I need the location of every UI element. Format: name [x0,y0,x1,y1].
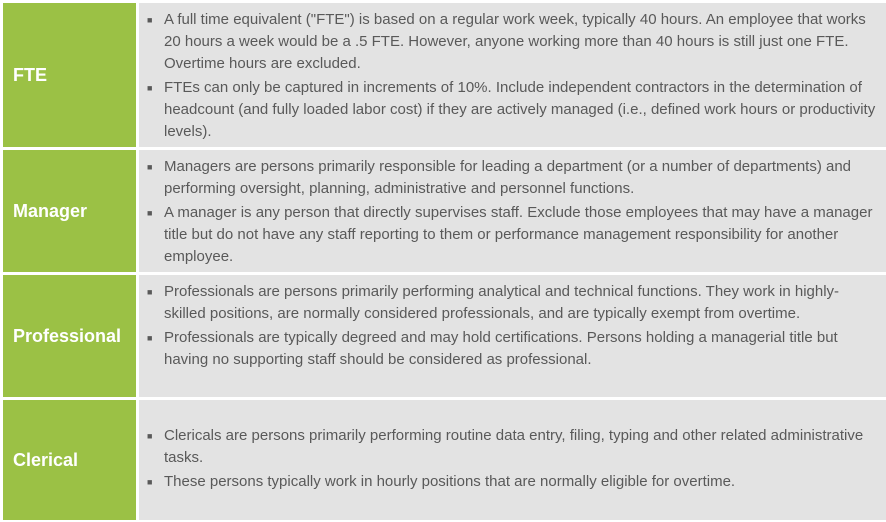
list-item [147,425,878,469]
bullet-text: FTEs can only be captured in increments of 10%. Include independent contractors in the determination of headcount (and fully loaded labor cost) if they are actively managed (i.e., defined work hours or productivity levels). [164,79,876,140]
bullet-text: A full time equivalent ("FTE") is based on a regular work week, typically 40 hours. An employee that works 20 hours a week would be a .5 FTE. However, anyone working more than 40 hours is still just one FTE. Overtime hours are excluded. [164,11,866,72]
definition-cell [139,150,886,272]
term-cell [3,275,136,397]
list-item [147,156,878,200]
term-label: Manager [13,200,88,221]
term-cell [3,150,136,272]
bullet-text: These persons typically work in hourly positions that are normally eligible for overtime. [164,473,736,490]
term-label: Clerical [13,449,79,470]
list-item [147,202,878,268]
term-cell [3,3,136,147]
row-fte [0,3,886,147]
term-label: Professional [13,325,122,346]
list-item [147,9,878,75]
list-item [147,471,878,493]
list-item [147,281,878,325]
definition-cell [139,400,886,520]
bullet-text: Professionals are persons primarily performing analytical and technical functions. They work in highly-skilled positions, are normally considered professionals, and are typically exempt from overtime. [164,283,840,322]
square-bullet-icon: ■ [147,208,153,218]
square-bullet-icon: ■ [147,83,153,93]
bullet-text: Professionals are typically degreed and may hold certifications. Persons holding a managerial title but having no supporting staff should be considered as professional. [164,329,838,368]
row-manager [0,150,886,272]
definition-cell [139,3,886,147]
square-bullet-icon: ■ [147,287,153,297]
square-bullet-icon: ■ [147,162,153,172]
list-item [147,77,878,143]
term-cell [3,400,136,520]
definition-cell [139,275,886,397]
square-bullet-icon: ■ [147,431,153,441]
bullet-text: Managers are persons primarily responsible for leading a department (or a number of departments) and performing oversight, planning, administrative and personnel functions. [164,158,852,197]
term-label: FTE [13,64,47,85]
square-bullet-icon: ■ [147,477,153,487]
square-bullet-icon: ■ [147,15,153,25]
square-bullet-icon: ■ [147,333,153,343]
bullet-text: A manager is any person that directly supervises staff. Exclude those employees that may have a manager title but do not have any staff reporting to them or performance management responsibility for another employee. [164,204,873,265]
row-professional [0,275,886,397]
row-clerical [0,400,886,520]
list-item [147,327,878,371]
bullet-text: Clericals are persons primarily performing routine data entry, filing, typing and other related administrative tasks. [164,427,864,466]
